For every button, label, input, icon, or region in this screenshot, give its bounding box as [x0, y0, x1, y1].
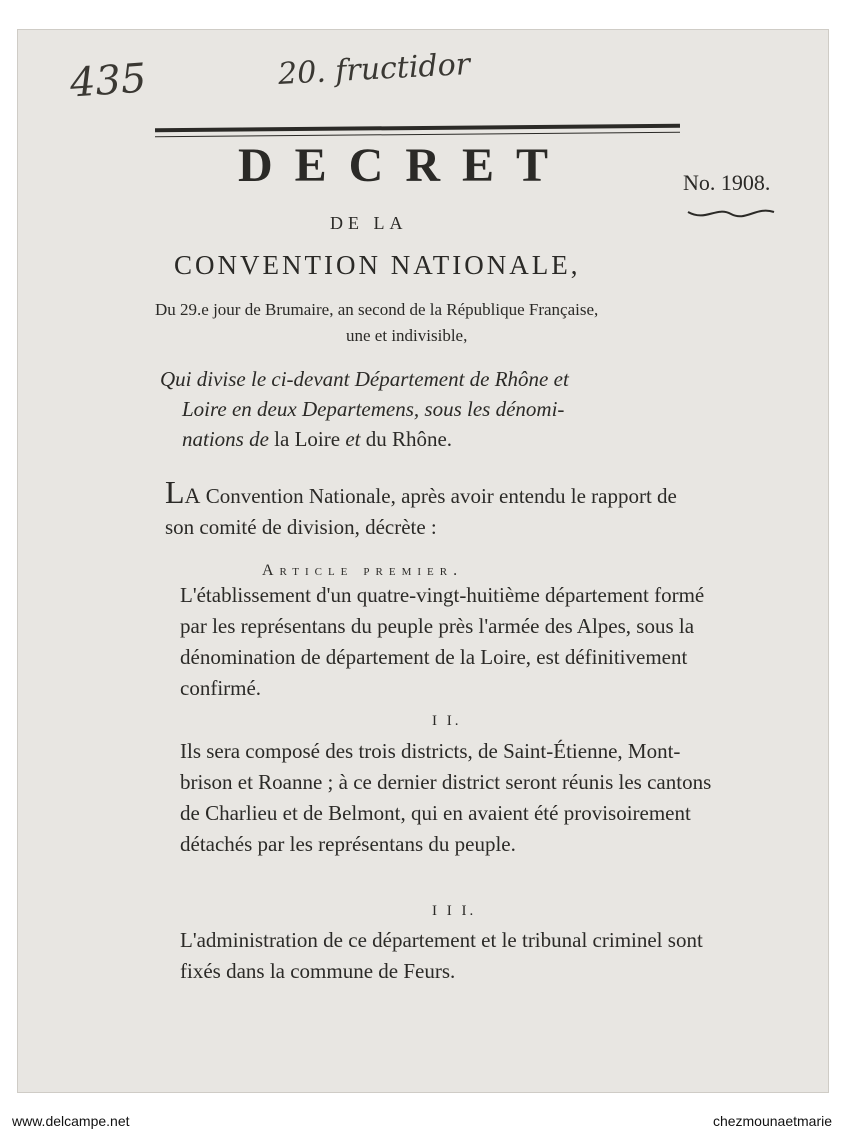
summary-line-3: [160, 424, 710, 454]
summary-line-2: Loire en deux Departemens, sous les dénomi-: [182, 397, 565, 421]
article-1-text: L'établissement d'un quatre-vingt-huitième département formé par les représentans du peuple près l'armée des Alpes, sous la dénomination de département de la Loire, est définitivement confirmé.: [180, 583, 705, 700]
intro-text: Convention Nationale, après avoir entendu le rapport de son comité de division, décrète :: [165, 484, 677, 539]
watermark-right: chezmounaetmarie: [712, 1113, 832, 1129]
de-la-label: DE LA: [330, 213, 408, 233]
summary-line-3d: du Rhône.: [365, 427, 453, 451]
decree-summary: [160, 364, 710, 454]
indivisible-line: une et indivisible,: [346, 326, 468, 345]
summary-line-3c: et: [345, 427, 361, 451]
summary-line-3a: nations de: [182, 427, 269, 451]
article-3-text: L'administration de ce département et le tribunal criminel sont fixés dans la commune de Feurs.: [180, 928, 703, 983]
handwritten-number: 435: [68, 55, 148, 107]
date-line: Du 29.e jour de Brumaire, an second de la République Française,: [155, 300, 599, 319]
intro-paragraph: [165, 474, 710, 543]
handwritten-date: 20. fructidor: [277, 46, 471, 93]
article-1-heading: Article premier.: [262, 562, 464, 579]
intro-cap: La: [165, 474, 201, 510]
decree-title: DECRET: [238, 139, 571, 192]
article-2-text: Ils sera composé des trois districts, de Saint-Étienne, Mont-brison et Roanne ; à ce dernier district seront réunis les cantons de Charlieu et de Belmont, qui en avaient été provisoirement détachés par les représentans du peuple.: [180, 739, 712, 856]
convention-heading: CONVENTION NATIONALE,: [174, 250, 581, 280]
watermark-left: www.delcampe.net: [12, 1113, 130, 1129]
swash-ornament: [686, 204, 776, 222]
article-3-heading: I I I.: [432, 903, 477, 919]
summary-line-3b: la Loire: [274, 427, 341, 451]
decree-number: No. 1908.: [683, 170, 771, 195]
summary-line-1: Qui divise le ci-devant Département de Rhône et: [160, 367, 569, 391]
article-2-heading: I I.: [432, 713, 462, 729]
